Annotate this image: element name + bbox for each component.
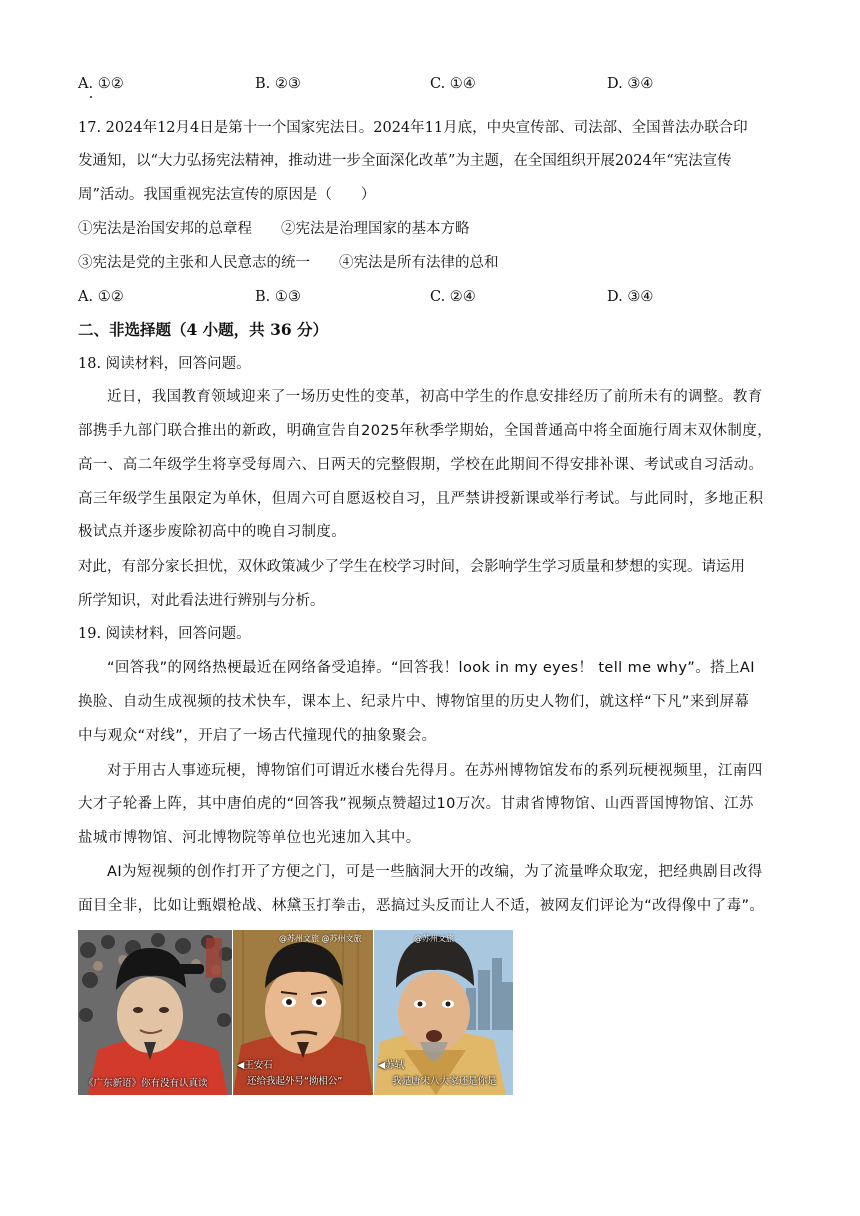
q18-material-line: 极试点并逐步废除初高中的晚自习制度。 xyxy=(78,524,347,540)
q19-title: 19. 阅读材料，回答问题。 xyxy=(78,626,251,642)
q17-option-c: C. ②④ xyxy=(430,289,476,305)
q19-p1-line: 中与观众“对线”，开启了一场古代撞现代的抽象聚会。 xyxy=(78,728,437,744)
panel2-speaker: ◀王安石 xyxy=(237,1060,273,1071)
q18-material-line: 部携手九部门联合推出的新政，明确宣告自2025年秋季学期始，全国普通高中将全面施行周末双休制度， xyxy=(78,423,773,439)
screenshot-panel-2 xyxy=(233,930,373,1095)
q17-option-b: B. ①③ xyxy=(255,289,301,305)
q18-material-line: 近日，我国教育领域迎来了一场历史性的变革，初高中学生的作息安排经历了前所未有的调整。教育 xyxy=(107,389,763,405)
panel3-watermark: @苏州文旅 xyxy=(414,934,454,943)
stray-dot xyxy=(90,96,92,98)
q18-question-line: 对此，有部分家长担忧，双休政策减少了学生在校学习时间，会影响学生学习质量和梦想的实现。请运用 xyxy=(78,559,745,575)
section-title: 二、非选择题（4 小题，共 36 分） xyxy=(78,320,329,339)
q17-stem-line: 17. 2024年12月4日是第十一个国家宪法日。2024年11月底，中央宣传部、司法部、全国普法办联合印 xyxy=(78,120,748,136)
q19-p1-line: 换脸、自动生成视频的技术快车，课本上、纪录片中、博物馆里的历史人物们，就这样“下凡”来到屏幕 xyxy=(78,694,750,710)
q19-p1-line: “回答我”的网络热梗最近在网络备受追捧。“回答我！look in my eyes！ tell me why”。搭上AI xyxy=(107,660,755,676)
q19-p2-line: 对于用古人事迹玩梗，博物馆们可谓近水楼台先得月。在苏州博物馆发布的系列玩梗视频里，江南四 xyxy=(107,763,763,779)
q19-p3-line: 面目全非，比如让甄嬛枪战、林黛玉打拳击，恶搞过头反而让人不适，被网友们评论为“改得像中了毒”。 xyxy=(78,898,765,914)
q16-option-b: B. ②③ xyxy=(255,76,301,92)
panel2-watermark: @苏州文旅 @苏州文旅 xyxy=(279,934,362,943)
q17-statement: ③宪法是党的主张和人民意志的统一 ④宪法是所有法律的总和 xyxy=(78,255,499,271)
q18-title: 18. 阅读材料，回答问题。 xyxy=(78,356,251,372)
q18-material-line: 高三年级学生虽限定为单休，但周六可自愿返校自习，且严禁讲授新课或举行考试。与此同时，多地正积 xyxy=(78,491,764,507)
q16-option-c: C. ①④ xyxy=(430,76,476,92)
panel1-caption: 《广东新语》你有没有认真读 xyxy=(84,1078,208,1089)
q18-material-line: 高一、高二年级学生将享受每周六、日两天的完整假期，学校在此期间不得安排补课、考试或自习活动。 xyxy=(78,457,764,473)
q17-stem-line: 发通知，以“大力弘扬宪法精神，推动进一步全面深化改革”为主题，在全国组织开展2024年“宪法宣传 xyxy=(78,153,732,169)
q16-option-a: A. ①② xyxy=(78,76,124,92)
q17-stem-line: 周”活动。我国重视宪法宣传的原因是（ ） xyxy=(78,187,376,203)
screenshot-panel-3 xyxy=(374,930,513,1095)
panel2-subtitle: 还给我起外号“拗相公” xyxy=(247,1076,343,1087)
q16-option-d: D. ③④ xyxy=(607,76,654,92)
q18-question-line: 所学知识，对此看法进行辨别与分析。 xyxy=(78,593,325,609)
panel3-speaker: ◀苏轼 xyxy=(378,1060,405,1071)
panel3-subtitle: 我是唐宋八大家还是你是 xyxy=(392,1076,497,1087)
q17-statement: ①宪法是治国安邦的总章程 ②宪法是治理国家的基本方略 xyxy=(78,221,470,237)
screenshot-panel-1 xyxy=(78,930,232,1095)
q17-option-d: D. ③④ xyxy=(607,289,654,305)
q19-p2-line: 盐城市博物馆、河北博物院等单位也光速加入其中。 xyxy=(78,830,421,846)
q19-p2-line: 大才子轮番上阵，其中唐伯虎的“回答我”视频点赞超过10万次。甘肃省博物馆、山西晋国博物馆、江苏 xyxy=(78,796,754,812)
q17-option-a: A. ①② xyxy=(78,289,124,305)
q19-p3-line: AI为短视频的创作打开了方便之门，可是一些脑洞大开的改编，为了流量哗众取宠，把经典剧目改得 xyxy=(107,864,763,880)
ai-video-screenshots xyxy=(78,930,513,1095)
